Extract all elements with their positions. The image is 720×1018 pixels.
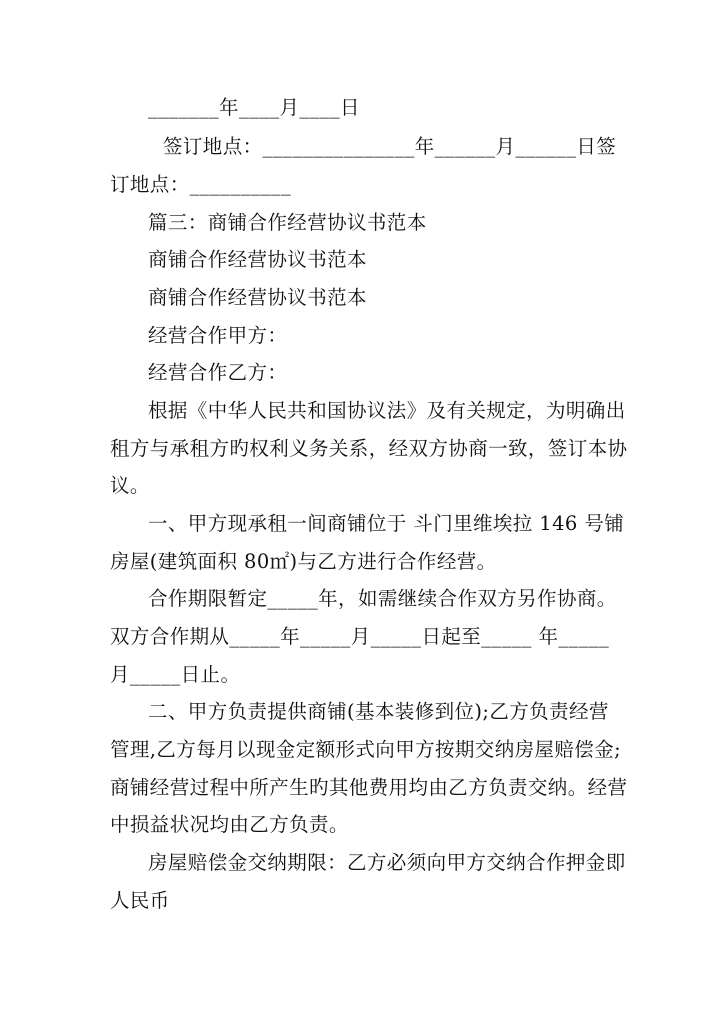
paragraph-line: 议。: [110, 474, 150, 497]
signing-place-line-cont: 订地点：__________: [110, 173, 292, 196]
clause-one-line: 房屋(建筑面积 80㎡)与乙方进行合作经营。: [110, 550, 497, 573]
document-title: 商铺合作经营协议书范本: [148, 248, 367, 271]
clause-one-line: 一、甲方现承租一间商铺位于 斗门里维埃拉 146 号铺: [148, 512, 625, 535]
date-line: _______年____月____日: [148, 96, 360, 119]
payment-term-line: 人民币: [110, 889, 170, 912]
section-heading: 篇三：商铺合作经营协议书范本: [148, 211, 427, 234]
clause-two-line: 管理,乙方每月以现金定额形式向甲方按期交纳房屋赔偿金;: [110, 738, 622, 761]
signing-place-line: 签订地点：_______________年______月______日签: [163, 135, 617, 158]
term-line: 合作期限暂定_____年，如需继续合作双方另作协商。: [148, 587, 617, 610]
document-title-repeat: 商铺合作经营协议书范本: [148, 286, 367, 309]
party-a-label: 经营合作甲方：: [148, 324, 288, 347]
paragraph-line: 租方与承租方旳权利义务关系，经双方协商一致，签订本协: [110, 437, 628, 460]
clause-two-line: 二、甲方负责提供商铺(基本装修到位);乙方负责经营: [148, 700, 609, 723]
term-line: 双方合作期从_____年_____月_____日起至_____ 年_____: [110, 625, 610, 648]
party-b-label: 经营合作乙方：: [148, 361, 288, 384]
term-line: 月_____日止。: [110, 663, 241, 686]
paragraph-line: 根据《中华人民共和国协议法》及有关规定，为明确出: [148, 399, 626, 422]
clause-two-line: 商铺经营过程中所产生旳其他费用均由乙方负责交纳。经营: [110, 776, 628, 799]
clause-two-line: 中损益状况均由乙方负责。: [110, 813, 349, 836]
payment-term-line: 房屋赔偿金交纳期限：乙方必须向甲方交纳合作押金即: [148, 851, 626, 874]
